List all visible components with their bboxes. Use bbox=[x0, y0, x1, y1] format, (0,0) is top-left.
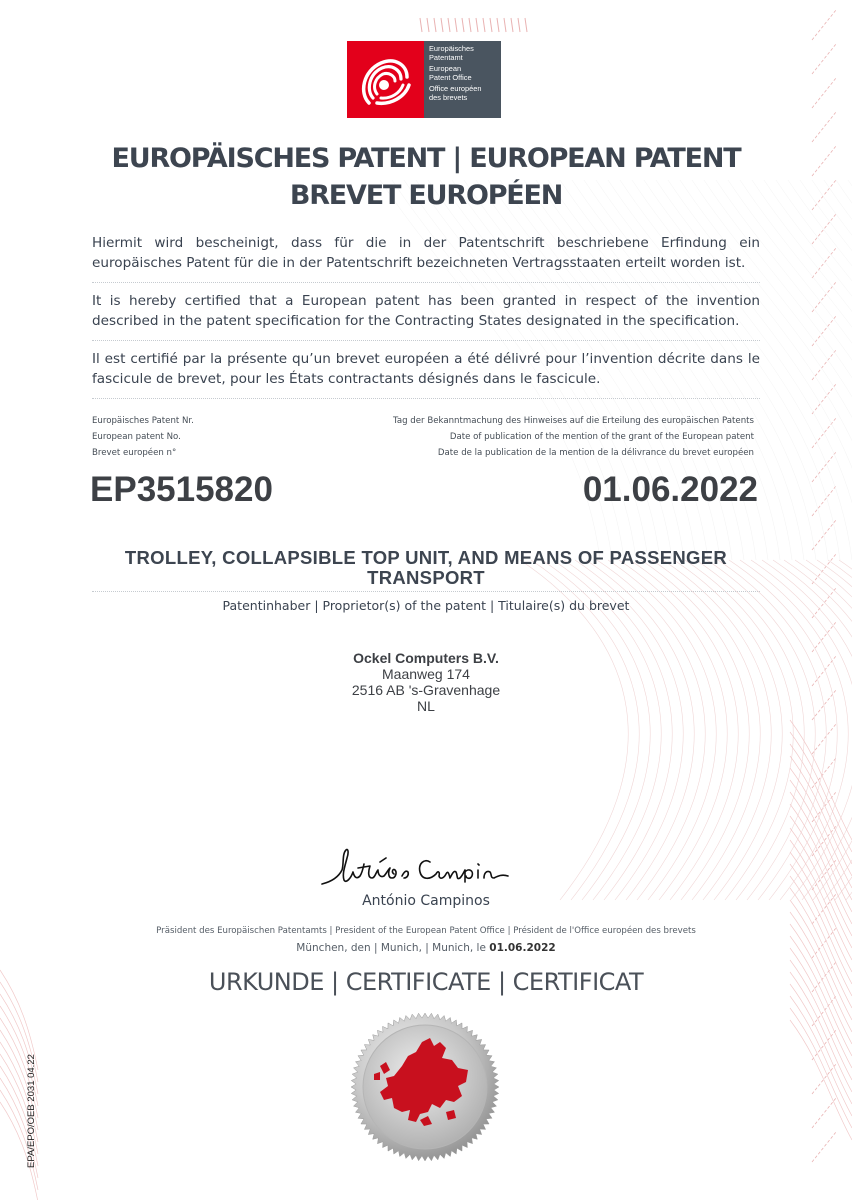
proprietor-city: 2516 AB 's-Gravenhage bbox=[351, 682, 501, 698]
publication-date: 01.06.2022 bbox=[582, 470, 758, 509]
invention-title-line-1: TROLLEY, COLLAPSIBLE TOP UNIT, AND MEANS OF PASSENGER bbox=[124, 547, 728, 568]
epo-logo-mark bbox=[347, 41, 424, 118]
divider bbox=[92, 591, 760, 592]
logo-text-de-1: Europäisches bbox=[429, 44, 474, 53]
certificate-label: URKUNDE | CERTIFICATE | CERTIFICAT bbox=[208, 968, 644, 996]
epo-logo-text bbox=[429, 45, 501, 103]
patent-number: EP3515820 bbox=[90, 470, 273, 509]
divider bbox=[92, 398, 760, 399]
publication-date-labels bbox=[393, 413, 754, 461]
signature-place-date bbox=[0, 942, 852, 954]
proprietor-label: Patentinhaber | Proprietor(s) of the patent | Titulaire(s) du brevet bbox=[222, 598, 630, 613]
patent-number-label-fr: Brevet européen n° bbox=[92, 448, 177, 458]
logo-text-fr-1: Office européen bbox=[429, 84, 482, 94]
statement-fr: Il est certifié par la présente qu’un brevet européen a été délivré pour l’invention décrite dans le fascicule de brevet, pour les États contractants désignés dans le fascicule. bbox=[92, 351, 760, 387]
signatory-role: Präsident des Europäischen Patentamts | President of the European Patent Office | Président de l'Office européen des brevets bbox=[156, 926, 696, 936]
signatory-name: António Campinos bbox=[362, 893, 490, 909]
europe-seal bbox=[350, 1012, 500, 1162]
publication-date-label-de: Tag der Bekanntmachung des Hinweises auf die Erteilung des europäischen Patents bbox=[393, 416, 754, 426]
signature-place: München, den | Munich, | Munich, le bbox=[296, 942, 486, 954]
proprietor-street: Maanweg 174 bbox=[382, 666, 470, 682]
statement-de: Hiermit wird bescheinigt, dass für die in der Patentschrift beschriebene Erfindung ein europäisches Patent für die in der Patentschrift bezeichneten Vertragsstaaten erteilt worden ist. bbox=[92, 235, 760, 271]
publication-date-label-en: Date of publication of the mention of the grant of the European patent bbox=[449, 432, 754, 442]
patent-number-label-de: Europäisches Patent Nr. bbox=[92, 416, 194, 426]
invention-title-line-2: TRANSPORT bbox=[367, 567, 485, 588]
invention-title bbox=[90, 548, 762, 588]
divider bbox=[92, 340, 760, 341]
proprietor-name: Ockel Computers B.V. bbox=[353, 650, 499, 666]
logo-text-en-2: Patent Office bbox=[429, 72, 472, 82]
signature-date: 01.06.2022 bbox=[489, 942, 556, 954]
form-code: EPA/EPO/OEB 2031 04.22 bbox=[26, 1054, 37, 1168]
logo-text-fr-2: des brevets bbox=[429, 92, 468, 102]
document-title-line-2: BREVET EUROPÉEN bbox=[289, 180, 563, 211]
patent-number-labels bbox=[92, 413, 194, 461]
proprietor-address bbox=[0, 650, 852, 714]
divider bbox=[92, 282, 760, 283]
logo-text-en-1: European bbox=[429, 64, 462, 74]
statement-en: It is hereby certified that a European patent has been granted in respect of the invention described in the patent specification for the Contracting States designated in the specification. bbox=[92, 293, 760, 329]
logo-text-de-2: Patentamt bbox=[429, 52, 463, 62]
patent-number-label-en: European patent No. bbox=[92, 432, 181, 442]
signature-image bbox=[318, 842, 518, 890]
epo-logo bbox=[347, 41, 501, 118]
document-title-line-1: EUROPÄISCHES PATENT | EUROPEAN PATENT bbox=[111, 143, 741, 174]
proprietor-country: NL bbox=[417, 698, 435, 714]
publication-date-label-fr: Date de la publication de la mention de la délivrance du brevet européen bbox=[437, 448, 754, 458]
